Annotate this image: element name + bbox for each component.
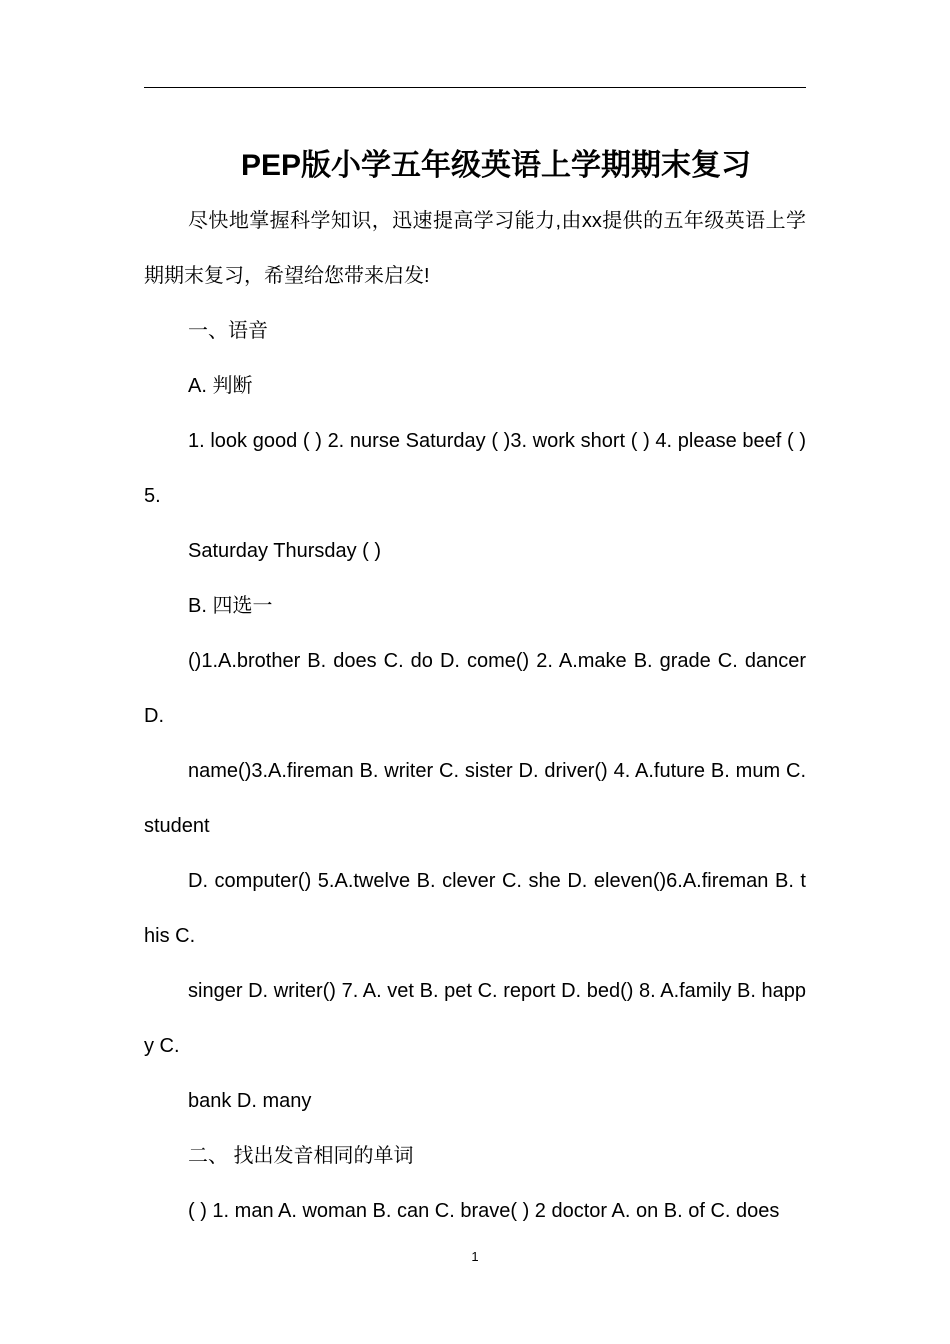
exercise-paragraph: ( ) 1. man A. woman B. can C. brave( ) 2 doctor A. on B. of C. does xyxy=(188,1200,780,1222)
document-title: PEP版小学五年级英语上学期期末复习 xyxy=(240,149,752,183)
section-heading-phonetics: 一、语音 xyxy=(188,320,268,342)
exercise-paragraph: ()1.A.brother B. does C. do D. come() 2. A.make B. grade C. dancer D. xyxy=(144,650,806,727)
exercise-paragraph: D. computer() 5.A.twelve B. clever C. she D. eleven()6.A.fireman B. this C. xyxy=(144,870,806,947)
document-body xyxy=(144,194,806,1239)
page-number: 1 xyxy=(471,1249,479,1264)
subsection-heading-judge: A. 判断 xyxy=(188,375,253,397)
header-rule xyxy=(144,87,806,88)
subsection-heading-choose: B. 四选一 xyxy=(188,595,273,617)
section-heading-matching: 二、 找出发音相同的单词 xyxy=(188,1145,414,1167)
intro-paragraph: 尽快地掌握科学知识，迅速提高学习能力,由xx提供的五年级英语上学期期末复习，希望给您带来启发! xyxy=(144,210,806,287)
exercise-paragraph: name()3.A.fireman B. writer C. sister D. driver() 4. A.future B. mum C. student xyxy=(144,760,806,837)
exercise-paragraph: Saturday Thursday ( ) xyxy=(188,540,382,562)
exercise-paragraph: bank D. many xyxy=(188,1090,312,1112)
exercise-paragraph: singer D. writer() 7. A. vet B. pet C. report D. bed() 8. A.family B. happy C. xyxy=(144,980,806,1057)
exercise-paragraph: 1. look good ( ) 2. nurse Saturday ( )3. work short ( ) 4. please beef ( )5. xyxy=(144,430,806,507)
